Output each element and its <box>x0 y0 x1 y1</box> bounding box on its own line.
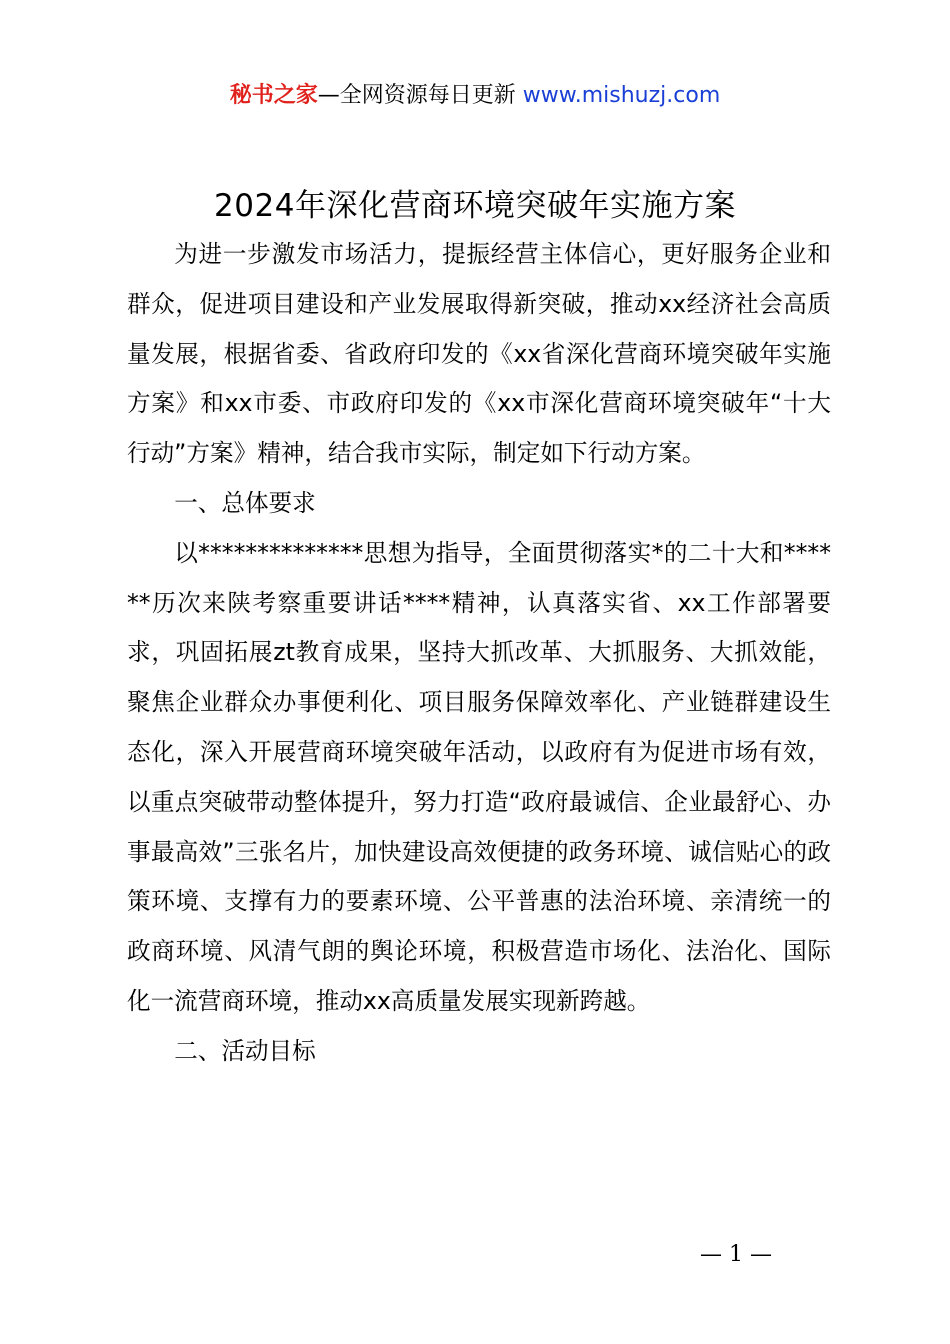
section-heading-1: 一、总体要求 <box>174 488 316 517</box>
body-paragraph: 以**************思想为指导，全面贯彻落实*的二十大和******历次来陕考察重要讲话****精神，认真落实省、xx工作部署要求，巩固拓展zt教育成果，坚持大抓改革、大抓服务、大抓效能，聚焦企业群众办事便利化、项目服务保障效率化、产业链群建设生态化，深入开展营商环境突破年活动，以政府有为促进市场有效，以重点突破带动整体提升，努力打造“政府最诚信、企业最舒心、办事最高效”三张名片，加快建设高效便捷的政务环境、诚信贴心的政策环境、支撑有力的要素环境、公平普惠的法治环境、亲清统一的政商环境、风清气朗的舆论环境，积极营造市场化、法治化、国际化一流营商环境，推动xx高质量发展实现新跨越。 <box>127 538 831 1015</box>
intro-paragraph: 为进一步激发市场活力，提振经营主体信心，更好服务企业和群众，促进项目建设和产业发展取得新突破，推动xx经济社会高质量发展，根据省委、省政府印发的《xx省深化营商环境突破年实施方案》和xx市委、市政府印发的《xx市深化营商环境突破年“十大行动”方案》精神，结合我市实际，制定如下行动方案。 <box>127 240 831 468</box>
brand-name: 秘书之家 <box>229 83 318 108</box>
header-tagline: —全网资源每日更新 <box>317 83 523 108</box>
site-header <box>0 80 950 112</box>
document-title: 2024年深化营商环境突破年实施方案 <box>214 188 736 224</box>
page-number: — 1 — <box>700 1242 772 1267</box>
site-url-link[interactable]: www.mishuzj.com <box>522 83 721 108</box>
document-body <box>127 230 831 1077</box>
section-heading-2: 二、活动目标 <box>174 1036 316 1065</box>
